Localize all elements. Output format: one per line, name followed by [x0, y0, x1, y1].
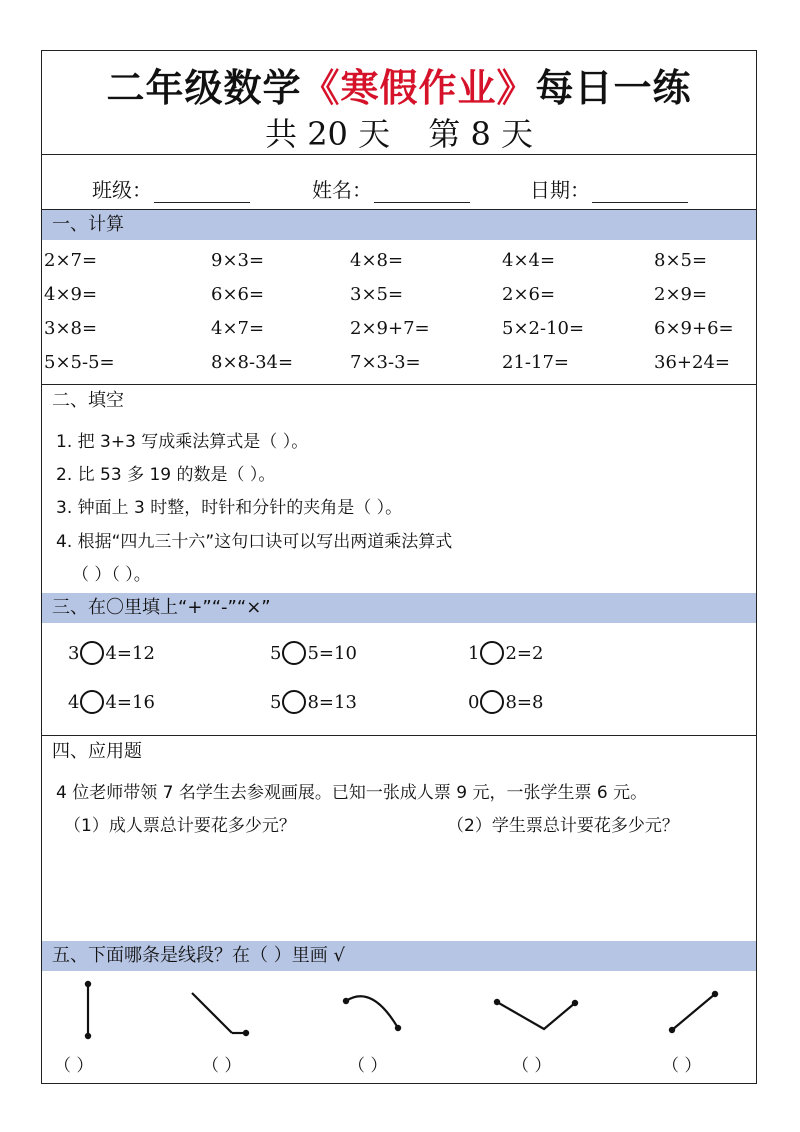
operand-left: 5: [270, 642, 282, 664]
operand-left: 0: [468, 691, 480, 713]
name-field: [312, 174, 470, 203]
figure-ray: [192, 993, 249, 1036]
fill-question-2: 2. 比 53 多 19 的数是（ ）。: [56, 465, 276, 485]
current-day: 第 8 天: [428, 115, 533, 153]
circle-problem: [468, 641, 543, 665]
operand-right: 2=2: [505, 642, 544, 664]
operator-circle[interactable]: [282, 690, 306, 714]
answer-paren[interactable]: （ ）: [512, 1056, 552, 1076]
calc-item: 4×9=: [44, 284, 98, 305]
answer-paren[interactable]: （ ）: [202, 1056, 242, 1076]
figure-vertical-segment: [85, 981, 91, 1039]
divider: [42, 735, 756, 736]
page-subtitle: [42, 109, 756, 155]
section-circle-header: 三、在〇里填上“+”“-”“×”: [42, 593, 756, 623]
student-info-row: [42, 154, 756, 210]
calc-item: 3×8=: [44, 318, 98, 339]
section-calc-header: 一、计算: [42, 210, 756, 240]
operand-right: 8=13: [307, 691, 357, 713]
word-question-1: （1）成人票总计要花多少元？: [64, 816, 296, 836]
answer-paren[interactable]: （ ）: [662, 1056, 702, 1076]
title-accent: 《寒假作业》: [301, 66, 536, 110]
word-question-2: （2）学生票总计要花多少元？: [447, 816, 679, 836]
calc-item: 3×5=: [350, 284, 404, 305]
calc-item: 4×7=: [211, 318, 265, 339]
section-word-header: 四、应用题: [52, 741, 142, 762]
operator-circle[interactable]: [80, 641, 104, 665]
calc-item: 36+24=: [654, 352, 730, 373]
operand-left: 4: [68, 691, 80, 713]
operand-right: 8=8: [505, 691, 544, 713]
answer-paren[interactable]: （ ）: [54, 1056, 94, 1076]
calc-item: 7×3-3=: [350, 352, 421, 373]
figure-diagonal-segment: [669, 991, 718, 1033]
calc-item: 5×5-5=: [44, 352, 115, 373]
calc-item: 4×8=: [350, 250, 404, 271]
operand-left: 5: [270, 691, 282, 713]
date-label: 日期：: [530, 178, 590, 202]
answer-paren[interactable]: （ ）: [348, 1056, 388, 1076]
circle-problem: [68, 641, 155, 665]
calc-item: 9×3=: [211, 250, 265, 271]
operator-circle[interactable]: [80, 690, 104, 714]
operator-circle[interactable]: [480, 690, 504, 714]
page-title: [42, 57, 756, 112]
calc-item: 8×8-34=: [211, 352, 294, 373]
class-blank[interactable]: [154, 182, 250, 203]
calc-item: 2×9+7=: [350, 318, 430, 339]
fill-question-3: 3. 钟面上 3 时整，时针和分针的夹角是（ ）。: [56, 498, 403, 518]
date-field: [530, 174, 688, 203]
section-segment-header: 五、下面哪条是线段？在（ ）里画 √: [42, 941, 756, 971]
calc-item: 2×9=: [654, 284, 708, 305]
class-field: [92, 174, 250, 203]
operator-circle[interactable]: [282, 641, 306, 665]
date-blank[interactable]: [592, 182, 688, 203]
calc-item: 4×4=: [502, 250, 556, 271]
title-part-2: 每日一练: [535, 66, 692, 110]
operand-left: 1: [468, 642, 480, 664]
total-days: 共 20 天: [265, 115, 391, 153]
name-blank[interactable]: [374, 182, 470, 203]
segment-figures: [42, 976, 756, 1046]
operator-circle[interactable]: [480, 641, 504, 665]
section-fill-header: 二、填空: [52, 390, 124, 411]
fill-question-1: 1. 把 3+3 写成乘法算式是（ ）。: [56, 432, 309, 452]
circle-problem: [68, 690, 155, 714]
calc-item: 6×9+6=: [654, 318, 734, 339]
fill-question-4-blanks: （ ）（ ）。: [72, 565, 151, 585]
word-problem-text: 4 位老师带领 7 名学生去参观画展。已知一张成人票 9 元，一张学生票 6 元。: [56, 783, 648, 803]
circle-problem: [270, 690, 357, 714]
operand-right: 5=10: [307, 642, 357, 664]
circle-problem: [270, 641, 357, 665]
calc-item: 21-17=: [502, 352, 569, 373]
calc-item: 2×6=: [502, 284, 556, 305]
class-label: 班级：: [92, 178, 152, 202]
name-label: 姓名：: [312, 178, 372, 202]
operand-left: 3: [68, 642, 80, 664]
operand-right: 4=12: [105, 642, 155, 664]
calc-item: 6×6=: [211, 284, 265, 305]
operand-right: 4=16: [105, 691, 155, 713]
divider: [42, 384, 756, 385]
title-part-1: 二年级数学: [106, 66, 302, 110]
calc-item: 2×7=: [44, 250, 98, 271]
figure-arc: [343, 996, 401, 1031]
fill-question-4: 4. 根据“四九三十六”这句口诀可以写出两道乘法算式: [56, 532, 453, 552]
circle-problem: [468, 690, 543, 714]
figure-broken-line: [494, 999, 578, 1029]
title-block: [42, 51, 756, 155]
calc-item: 5×2-10=: [502, 318, 585, 339]
calc-item: 8×5=: [654, 250, 708, 271]
worksheet: [41, 50, 757, 1084]
